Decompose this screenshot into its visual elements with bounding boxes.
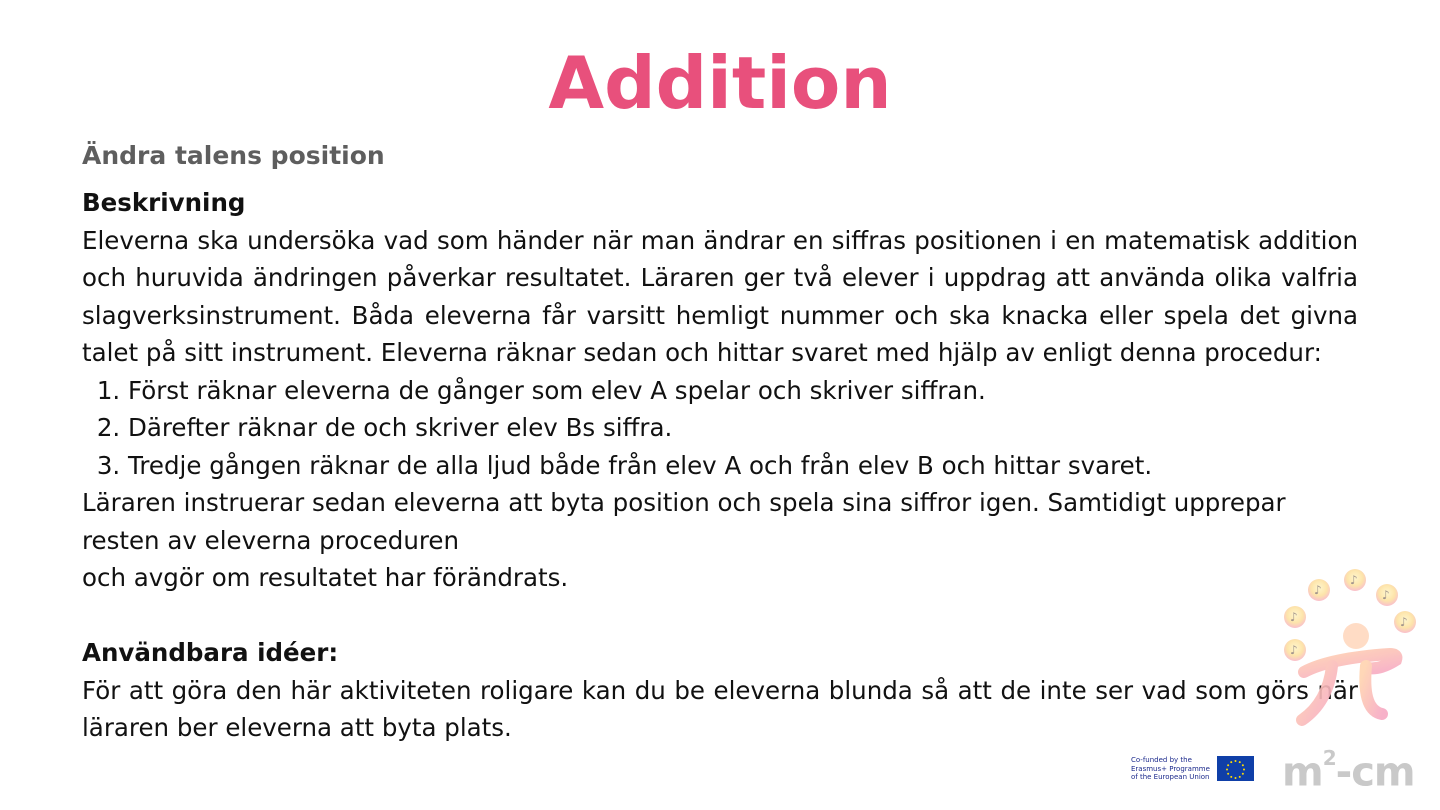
svg-text:♪: ♪ bbox=[1382, 588, 1390, 602]
spacer bbox=[82, 597, 1358, 635]
m2cm-logo: $m^2-cm$ bbox=[1282, 746, 1415, 796]
list-item: 3. Tredje gången räknar de alla ljud både från elev A och från elev B och hittar svaret. bbox=[128, 447, 1358, 485]
eu-cofunding-badge bbox=[1131, 755, 1255, 783]
pi-music-notes-logo-icon bbox=[1270, 562, 1440, 736]
svg-text:♪: ♪ bbox=[1400, 615, 1408, 629]
after-text-line-2: och avgör om resultatet har förändrats. bbox=[82, 563, 569, 592]
svg-text:♪: ♪ bbox=[1350, 573, 1358, 587]
svg-text:♪: ♪ bbox=[1290, 643, 1298, 657]
description-paragraph: Eleverna ska undersöka vad som händer när man ändrar en siffras positionen i en matematisk addition och huruvida ändringen påverkar resultatet. Läraren ger två elever i uppdrag att använda olika valfria slagverksinstrument. Båda eleverna får varsitt hemligt nummer och ska knacka eller spela det givna talet på sitt instrument. Eleverna räknar sedan och hittar svaret med hjälp av enligt denna procedur: bbox=[82, 225, 1358, 367]
svg-text:♪: ♪ bbox=[1314, 583, 1322, 597]
svg-text:♪: ♪ bbox=[1290, 610, 1298, 624]
main-content bbox=[82, 184, 1358, 747]
procedure-list bbox=[82, 372, 1358, 485]
after-text-line-1: Läraren instruerar sedan eleverna att byta position och spela sina siffror igen. Samtidigt upprepar resten av eleverna proceduren bbox=[82, 488, 1286, 555]
page-title: Addition bbox=[548, 41, 892, 125]
ideas-heading: Användbara idéer: bbox=[82, 638, 339, 667]
eu-cofunding-text: Co-funded by the Erasmus+ Programme of the European Union bbox=[1131, 756, 1210, 781]
brand-superscript: 2 bbox=[1322, 746, 1336, 770]
description-heading: Beskrivning bbox=[82, 188, 246, 217]
ideas-text: För att göra den här aktiviteten roligare kan du be eleverna blunda så att de inte ser vad som görs när läraren ber eleverna att byta plats. bbox=[82, 675, 1358, 742]
eu-flag-icon bbox=[1217, 756, 1254, 781]
page-subtitle: Ändra talens position bbox=[82, 141, 385, 170]
list-item: 2. Därefter räknar de och skriver elev Bs siffra. bbox=[128, 409, 1358, 447]
list-item: 1. Först räknar eleverna de gånger som elev A spelar och skriver siffran. bbox=[128, 372, 1358, 410]
